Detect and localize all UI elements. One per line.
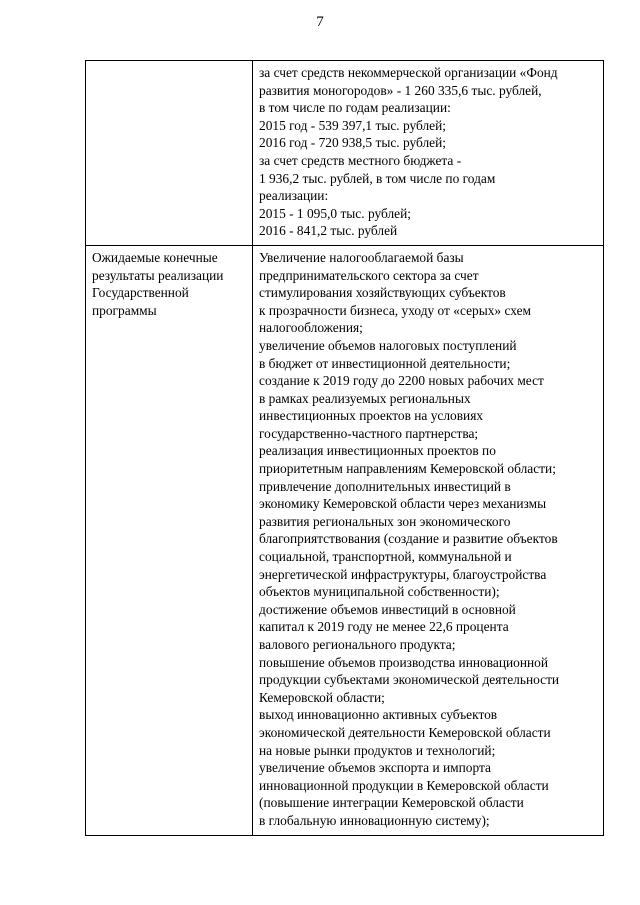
label-text-line: программы [92, 302, 157, 318]
content-text-line: Увеличение налогооблагаемой базы [259, 249, 464, 265]
content-text-line: экономику Кемеровской области через механизмы [259, 496, 547, 512]
content-text-line: выход инновационно активных субъектов [259, 707, 498, 723]
content-text-line: приоритетным направлениям Кемеровской области; [259, 461, 556, 477]
content-text-line: за счет средств местного бюджета - [259, 152, 462, 168]
content-text-line: 2015 год - 539 397,1 тыс. рублей; [259, 117, 446, 133]
content-text-line: предпринимательского сектора за счет [259, 267, 479, 283]
content-text-line: Кемеровской области; [259, 689, 385, 705]
content-text-line: создание к 2019 году до 2200 новых рабочих мест [259, 373, 544, 389]
row-label [86, 246, 252, 324]
content-text-line: увеличение объемов налоговых поступлений [259, 337, 517, 353]
content-text-line: стимулирования хозяйствующих субъектов [259, 285, 506, 301]
content-text-line: капитал к 2019 году не менее 22,6 процента [259, 619, 509, 635]
content-text-line: энергетической инфраструктуры, благоустройства [259, 566, 547, 582]
content-text-line: инновационной продукции в Кемеровской области [259, 777, 549, 793]
content-text-line: в бюджет от инвестиционной деятельности; [259, 355, 511, 371]
content-text-line: государственно-частного партнерства; [259, 425, 479, 441]
label-text-line: Государственной [92, 285, 189, 301]
content-text-line: повышение объемов производства инновационной [259, 654, 549, 670]
content-text-line: налогообложения; [259, 320, 363, 336]
row-label-cell-funding [86, 61, 253, 246]
content-text-line: достижение объемов инвестиций в основной [259, 601, 516, 617]
content-text-line: объектов муниципальной собственности); [259, 584, 500, 600]
content-text-line: в том числе по годам реализации: [259, 100, 451, 116]
content-text-line: в глобальную инновационную систему); [259, 812, 490, 828]
content-text-line: 2015 - 1 095,0 тыс. рублей; [259, 205, 411, 221]
content-text-line: социальной, транспортной, коммунальной и [259, 549, 512, 565]
row-content [253, 61, 603, 245]
table-row-expected-results [86, 245, 604, 835]
content-text-line: развития региональных зон экономического [259, 513, 511, 529]
content-text-line: к прозрачности бизнеса, уходу от «серых» схем [259, 302, 531, 318]
row-content-cell-funding [253, 61, 604, 246]
label-text-line: Ожидаемые конечные [92, 249, 218, 265]
content-text-line: 1 936,2 тыс. рублей, в том числе по годам [259, 170, 496, 186]
content-text-line: продукции субъектами экономической деятельности [259, 672, 560, 688]
content-text-line: 2016 - 841,2 тыс. рублей [259, 223, 398, 239]
content-text-line: в рамках реализуемых региональных [259, 390, 471, 406]
content-text-line: благоприятствования (создание и развитие объектов [259, 531, 558, 547]
content-text-line: инвестиционных проектов на условиях [259, 408, 484, 424]
page-number: 7 [316, 14, 324, 30]
content-text-line: привлечение дополнительных инвестиций в [259, 478, 511, 494]
label-text-line: результаты реализации [92, 267, 224, 283]
content-text-line: за счет средств некоммерческой организации «Фонд [259, 65, 558, 80]
content-text-line: на новые рынки продуктов и технологий; [259, 742, 496, 758]
content-text-line: реализация инвестиционных проектов по [259, 443, 496, 459]
row-label [86, 61, 252, 69]
content-text-line: увеличение объемов экспорта и импорта [259, 760, 491, 776]
program-passport-table [85, 60, 604, 836]
content-text-line: валового регионального продукта; [259, 637, 456, 652]
row-content [253, 246, 603, 835]
content-text-line: 2016 год - 720 938,5 тыс. рублей; [259, 135, 446, 151]
content-text-line: развития моногородов» - 1 260 335,6 тыс. рублей, [259, 82, 542, 98]
content-text-line: (повышение интеграции Кемеровской области [259, 795, 524, 811]
row-content-cell-expected-results [253, 245, 604, 835]
row-label-cell-expected-results [86, 245, 253, 835]
content-text-line: экономической деятельности Кемеровской области [259, 724, 551, 740]
content-text-line: реализации: [259, 188, 329, 204]
table-row-funding [86, 61, 604, 246]
